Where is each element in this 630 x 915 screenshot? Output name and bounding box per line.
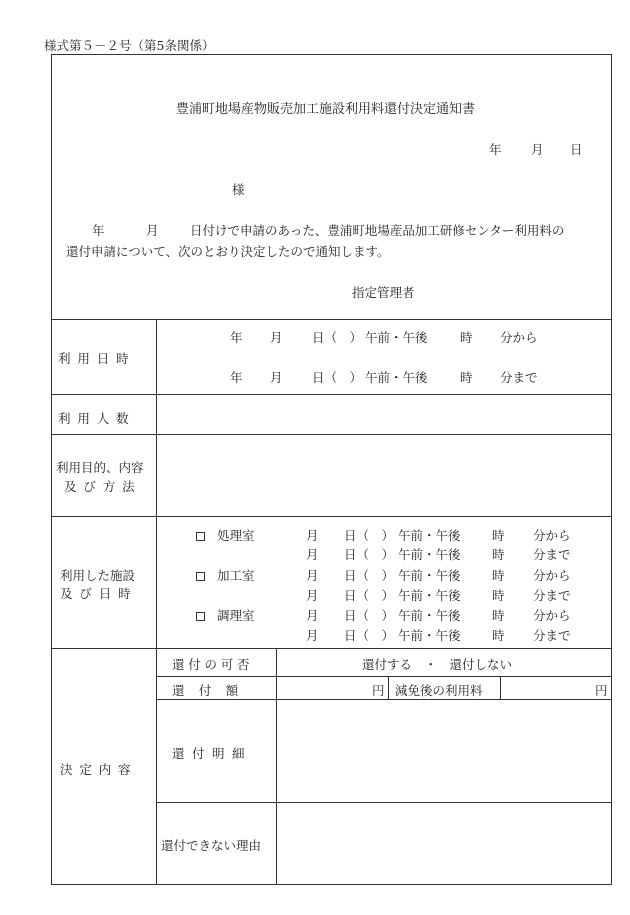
label-purpose: 利用目的、内容 — [56, 460, 144, 475]
frame-top — [51, 54, 612, 55]
line-usage-bottom — [51, 394, 612, 395]
label-refund-reason: 還付できない理由 — [161, 838, 262, 853]
label-facility: 利用した施設 — [60, 568, 136, 583]
label-refund-detail: 還付明細 — [172, 746, 253, 761]
refund-options: 還付する ・ 還付しない — [362, 657, 513, 672]
addressee-suffix: 様 — [232, 182, 245, 197]
checkbox-cooking-room[interactable] — [196, 612, 205, 621]
yen-1: 円 — [372, 683, 385, 698]
body-month: 月 — [146, 223, 159, 238]
line-decision-row1 — [156, 676, 612, 677]
label-usage-datetime: 利用日時 — [58, 351, 136, 366]
body-year: 年 — [92, 223, 105, 238]
label-purpose-2: 及び方法 — [64, 479, 142, 494]
frame-bottom — [51, 884, 612, 885]
label-usage-count: 利用人数 — [58, 411, 136, 426]
document-title: 豊浦町地場産物販売加工施設利用料還付決定通知書 — [176, 102, 476, 117]
line-count-bottom — [51, 434, 612, 435]
label-refund-amount: 還付額 — [172, 683, 253, 698]
line-header-bottom — [51, 319, 612, 320]
line-decision-row3 — [156, 802, 612, 803]
label-decision: 決定内容 — [60, 762, 138, 777]
line-purpose-bottom — [51, 516, 612, 517]
frame-left — [51, 54, 52, 885]
label-reduced-fee: 減免後の利用料 — [395, 683, 483, 698]
form-number: 様式第５－２号（第5条関係） — [44, 38, 215, 53]
checkbox-processing-room[interactable] — [196, 532, 205, 541]
date-year: 年 — [489, 142, 502, 157]
label-facility-2: 及び日時 — [60, 586, 138, 601]
decision-label-divider — [276, 648, 277, 885]
date-day: 日 — [570, 142, 583, 157]
date-month: 月 — [531, 142, 544, 157]
yen-2: 円 — [595, 683, 608, 698]
label-refund-possible: 還付の可否 — [172, 657, 254, 672]
label-column-divider — [156, 319, 157, 885]
body-line1: 日付けで申請のあった、豊浦町地場産品加工研修センター利用料の — [190, 223, 565, 238]
frame-right — [611, 54, 612, 885]
body-line2: 還付申請について、次のとおり決定したので通知します。 — [66, 244, 390, 259]
decision-amount-divider-1 — [388, 676, 389, 700]
checkbox-processing-kitchen[interactable] — [196, 572, 205, 581]
line-decision-row2 — [156, 699, 612, 700]
decision-amount-divider-2 — [500, 676, 501, 700]
line-facility-bottom — [51, 648, 612, 649]
sender-label: 指定管理者 — [352, 285, 415, 300]
